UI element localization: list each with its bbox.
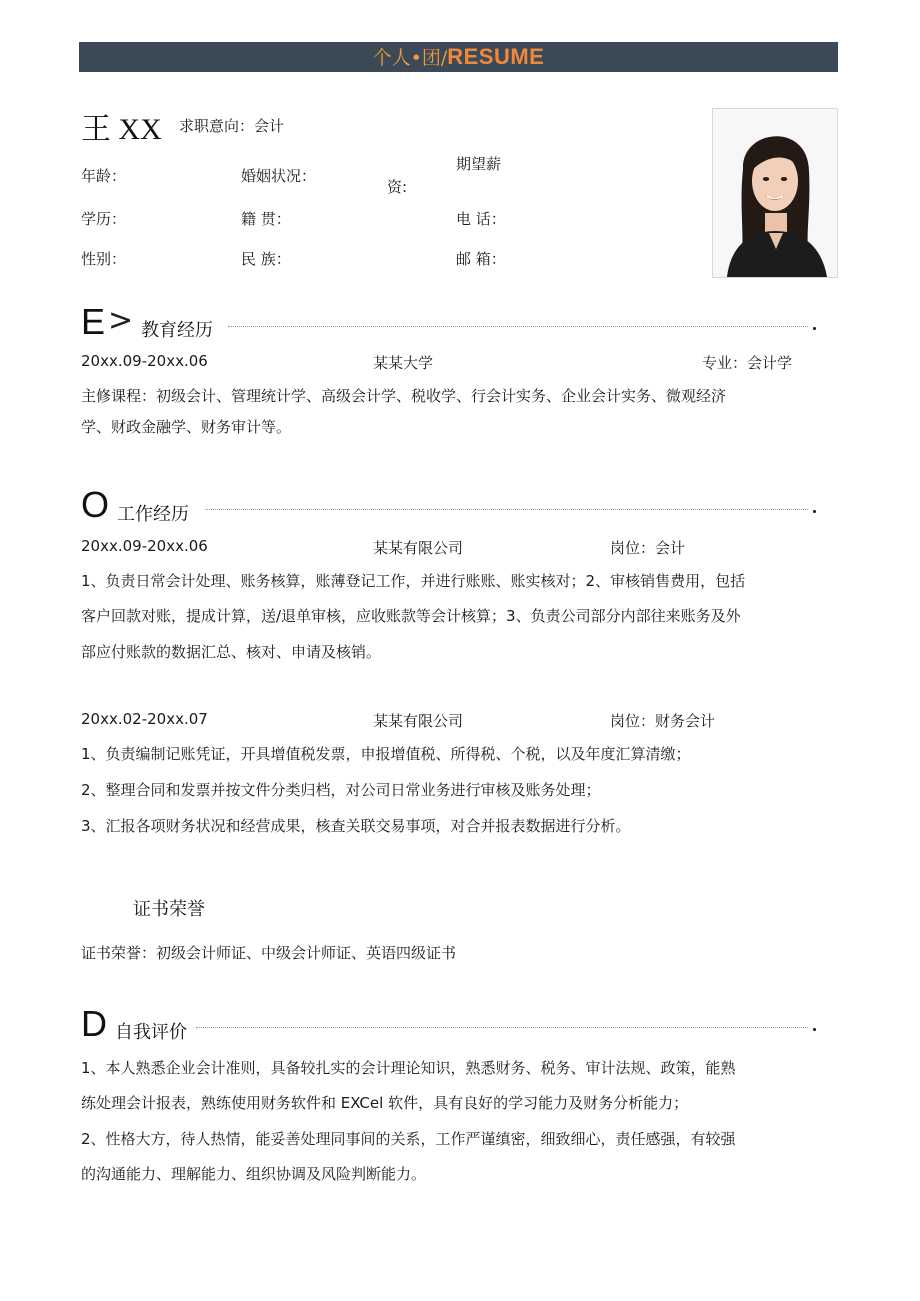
certificates-title: 证书荣誉	[133, 899, 205, 920]
banner-title-en: RESUME	[447, 44, 545, 69]
job-duty-line: 2、整理合同和发票并按文件分类归档，对公司日常业务进行审核及账务处理；	[81, 781, 601, 799]
phone-label: 电 话：	[456, 210, 506, 228]
origin-label: 籍 贯：	[241, 210, 291, 228]
job-period: 20xx.02-20xx.07	[81, 710, 208, 728]
salary-label-line1: 期望薪	[456, 155, 502, 173]
education-courses-line: 主修课程：初级会计、管理统计学、高级会计学、税收学、行会计实务、企业会计实务、微观经济	[81, 387, 727, 405]
resume-banner	[79, 42, 838, 72]
education-major: 专业：会计学	[702, 354, 793, 372]
self-eval-line: 练处理会计报表，熟练使用财务软件和 EXCel 软件，具有良好的学习能力及财务分析能力；	[81, 1094, 689, 1112]
self-eval-section-letter: D	[81, 1003, 107, 1044]
education-divider	[228, 326, 808, 327]
salary-label-line2: 资:	[387, 178, 408, 196]
education-section-title: 教育经历	[141, 320, 213, 341]
certificates-text: 证书荣誉：初级会计师证、中级会计师证、英语四级证书	[81, 944, 457, 962]
education-school: 某某大学	[373, 354, 434, 372]
job-company: 某某有限公司	[373, 539, 464, 557]
job-company: 某某有限公司	[373, 712, 464, 730]
job-duty-line: 3、汇报各项财务状况和经营成果，核查关联交易事项，对合并报表数据进行分析。	[81, 817, 631, 835]
job-duty-line: 部应付账款的数据汇总、核对、申请及核销。	[81, 643, 382, 661]
portrait-photo-icon	[713, 109, 837, 277]
job-duty-line: 客户回款对账，提成计算，送/退单审核，应收账款等会计核算；3、负责公司部分内部往来账务及外	[81, 607, 741, 625]
work-section-title: 工作经历	[117, 504, 189, 525]
education-period: 20xx.09-20xx.06	[81, 352, 208, 370]
work-section-letter: O	[81, 484, 110, 525]
candidate-name: 王 XX	[81, 113, 162, 146]
section-arrow-icon: >	[108, 303, 134, 338]
banner-title-cn: 个人•团/	[372, 47, 448, 69]
age-label: 年龄：	[81, 167, 127, 185]
work-divider	[205, 509, 808, 510]
self-eval-line: 1、本人熟悉企业会计准则，具备较扎实的会计理论知识，熟悉财务、税务、审计法规、政策，能熟	[81, 1059, 736, 1077]
job-intent: 求职意向：会计	[179, 117, 285, 135]
gender-label: 性别：	[81, 250, 127, 268]
profile-photo	[712, 108, 838, 278]
job-duty-line: 1、负责日常会计处理、账务核算，账薄登记工作，并进行账账、账实核对；2、审核销售费用，包括	[81, 572, 746, 590]
job-position: 岗位：财务会计	[610, 712, 716, 730]
ethnicity-label: 民 族：	[241, 250, 291, 268]
self-eval-line: 2、性格大方，待人热情，能妥善处理同事间的关系，工作严谨缜密，细致细心，责任感强，有较强	[81, 1130, 736, 1148]
job-duty-line: 1、负责编制记账凭证，开具增值税发票，申报增值税、所得税、个税，以及年度汇算清缴；	[81, 745, 691, 763]
self-eval-divider-dot	[813, 1028, 816, 1031]
education-section-letter: E	[81, 301, 106, 342]
work-divider-dot	[813, 510, 816, 513]
education-divider-dot	[813, 327, 816, 330]
education-courses-line: 学、财政金融学、财务审计等。	[81, 418, 292, 436]
self-eval-divider	[196, 1027, 808, 1028]
job-position: 岗位：会计	[610, 539, 686, 557]
marital-label: 婚姻状况：	[241, 167, 317, 185]
education-label: 学历：	[81, 210, 127, 228]
self-eval-line: 的沟通能力、理解能力、组织协调及风险判断能力。	[81, 1165, 427, 1183]
self-eval-section-title: 自我评价	[115, 1022, 187, 1043]
email-label: 邮 箱：	[456, 250, 506, 268]
job-period: 20xx.09-20xx.06	[81, 537, 208, 555]
